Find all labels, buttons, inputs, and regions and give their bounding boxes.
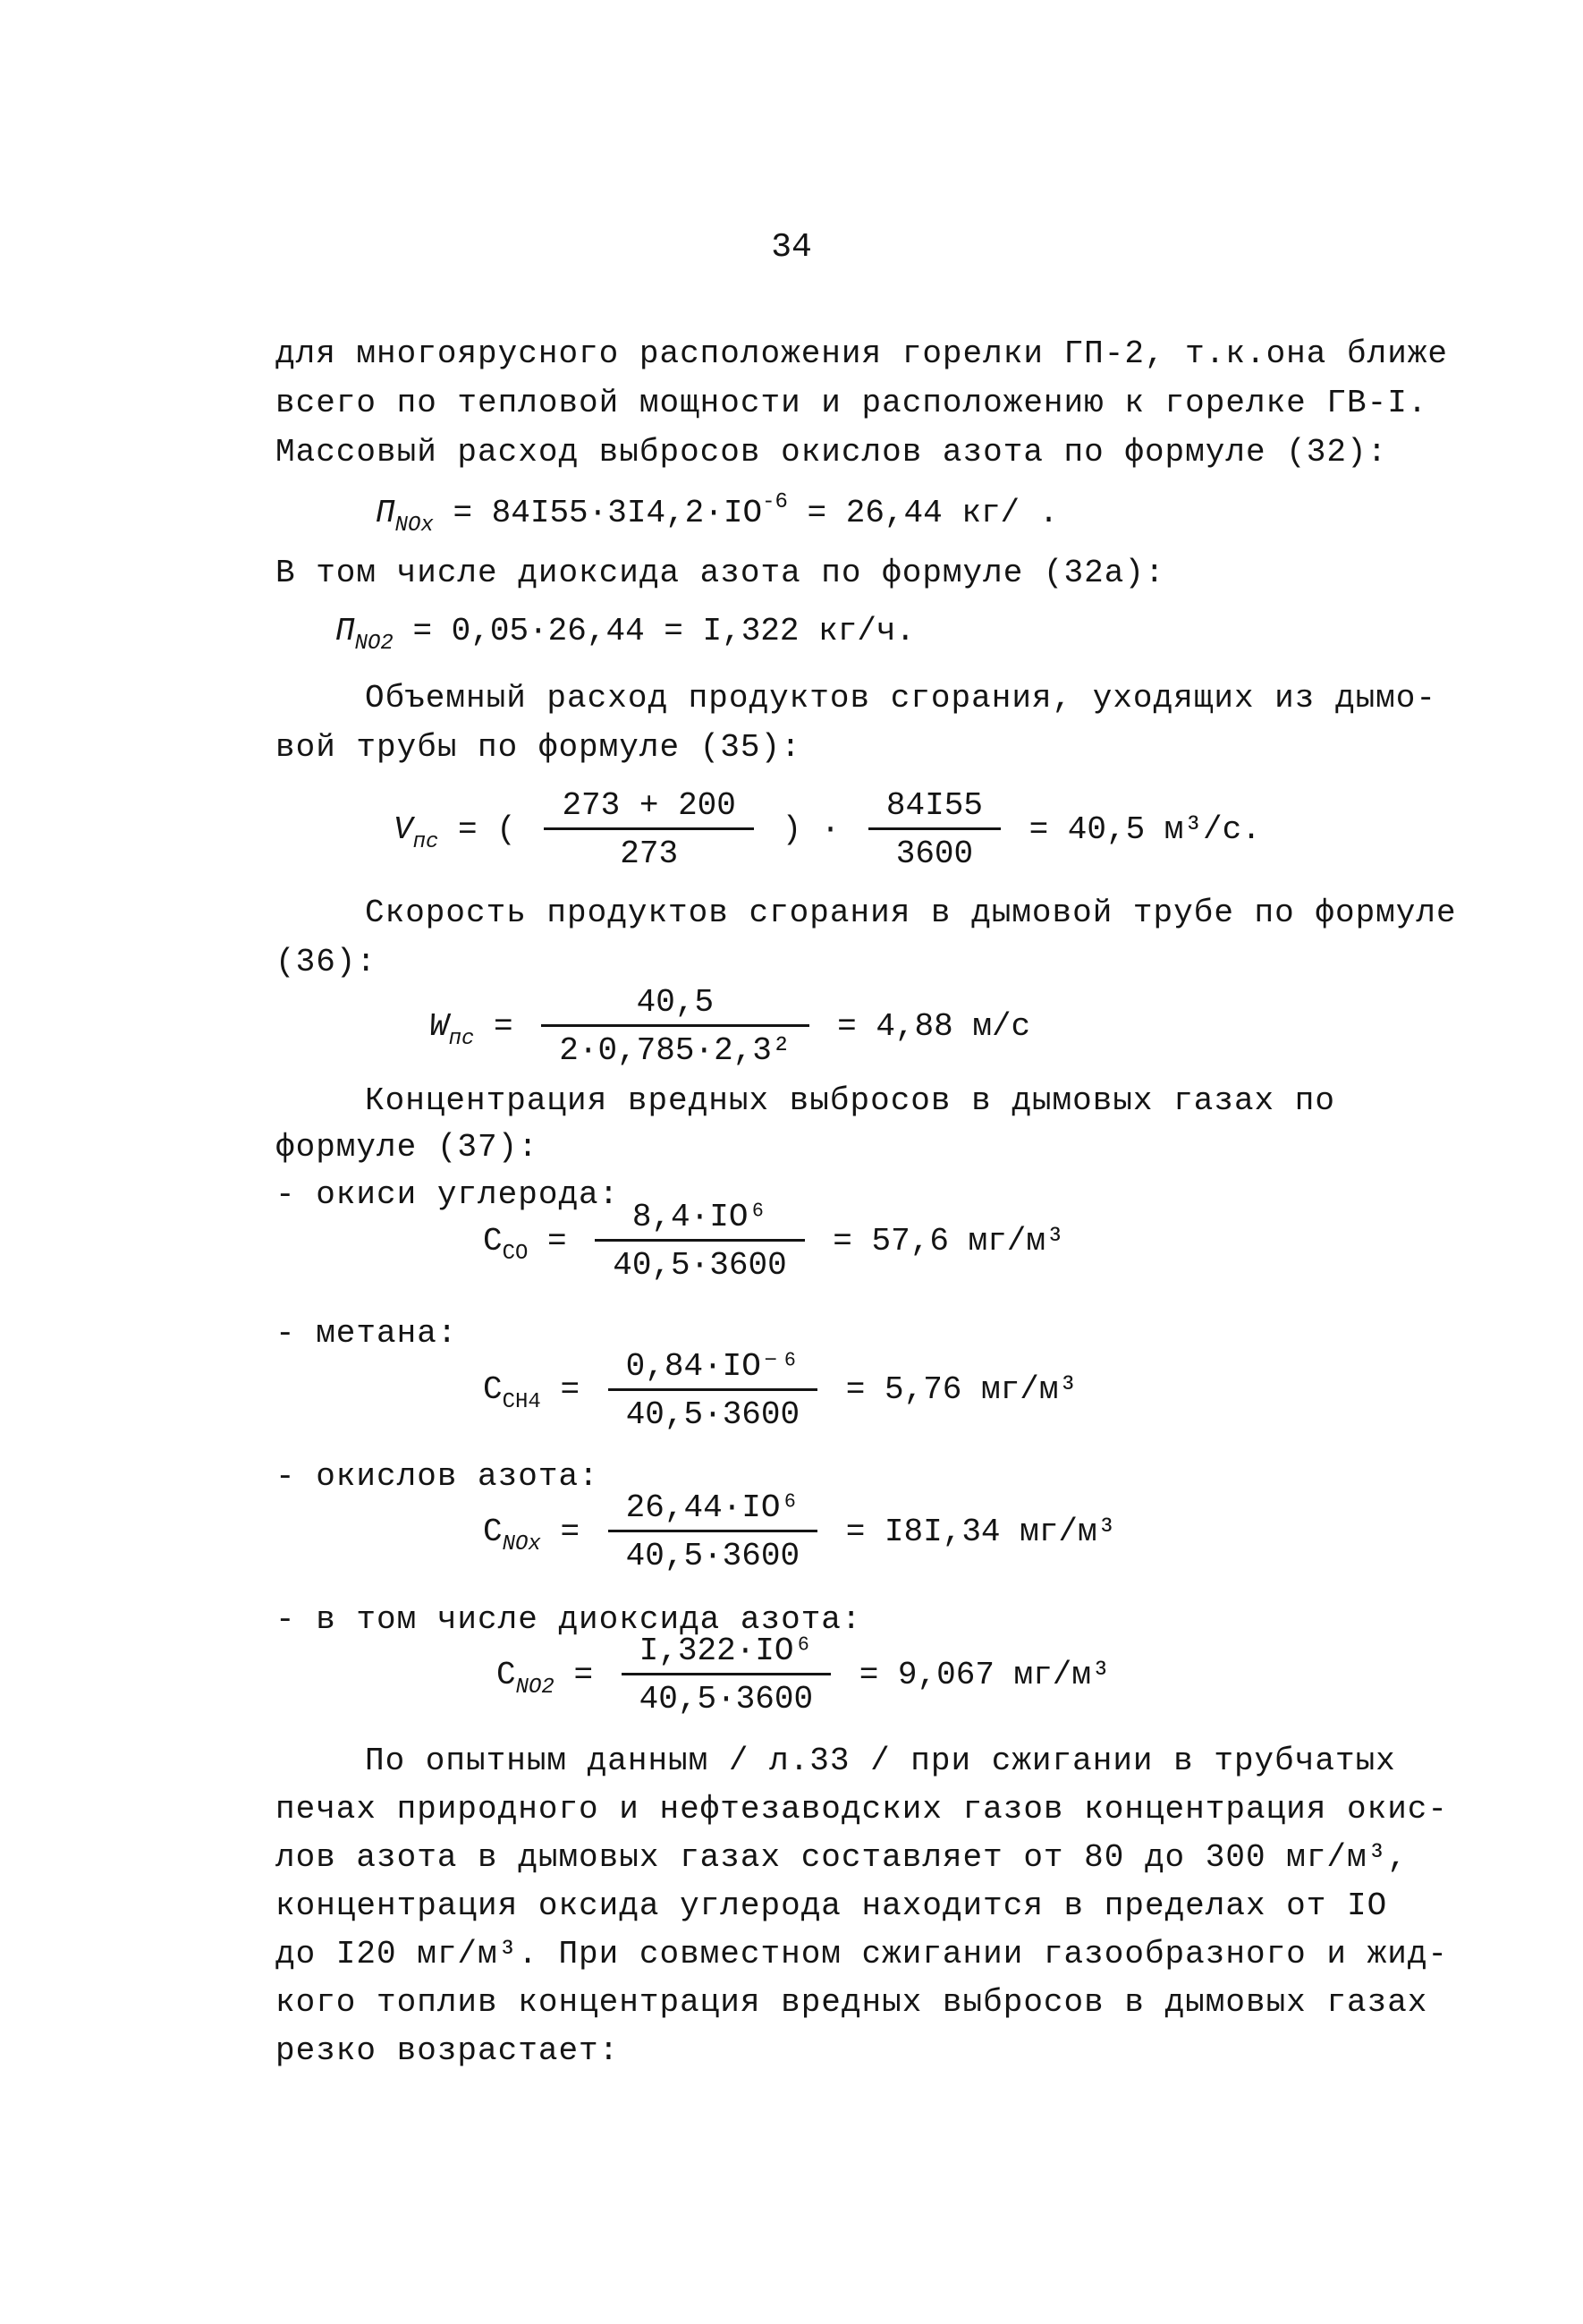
list-item-label: - окислов азота: [275,1458,599,1495]
formula-equals: = [573,1657,594,1694]
formula-symbol: П [376,495,395,531]
formula-symbol: W [429,1008,449,1046]
text-line: кого топлив концентрация вредных выбросов в дымовых газах [275,1984,1428,2021]
formula-symbol: C [483,1223,503,1260]
fraction-numerator: 40,5 [541,984,808,1027]
formula-nox-concentration [483,1489,1116,1574]
formula-gas-velocity [429,984,1030,1069]
formula-subscript: NOx [502,1532,541,1557]
formula-subscript: NO2 [354,632,394,656]
fraction-numerator: 0,84·IO⁻⁶ [608,1346,818,1391]
formula-equals: = ( [458,811,516,849]
fraction-denominator: 40,5·3600 [613,1247,787,1284]
fraction [622,1633,831,1718]
formula-symbol: C [483,1514,503,1551]
text-line: концентрация оксида углерода находится в пределах от IO [275,1887,1388,1924]
fraction [541,984,808,1069]
text-line: для многоярусного расположения горелки ГП-2, т.к.она ближе [275,335,1449,372]
fraction-denominator: 40,5·3600 [639,1681,814,1718]
fraction-numerator: 84I55 [868,787,1001,830]
formula-subscript: пс [448,1027,475,1052]
formula-symbol: П [335,613,355,649]
formula-ch4-concentration [483,1346,1078,1433]
fraction-denominator: 40,5·3600 [625,1396,800,1433]
fraction-numerator: 8,4·IO⁶ [595,1199,804,1242]
fraction-denominator: 40,5·3600 [625,1538,800,1574]
formula-no2-concentration [496,1633,1111,1718]
formula-result: = 9,067 мг/м³ [859,1657,1111,1694]
text-line: В том числе диоксида азота по формуле (32а): [275,555,1165,591]
text-line: до I20 мг/м³. При совместном сжигании газообразного и жид- [275,1936,1449,1972]
page-number: 34 [771,228,812,267]
formula-result: = 4,88 м/с [837,1008,1031,1046]
list-item-label: - метана: [275,1315,458,1352]
text-line: вой трубы по формуле (35): [275,729,801,766]
formula-equals: = [547,1223,567,1260]
fraction-denominator: 273 [620,835,679,872]
formula-result: = 57,6 мг/м³ [833,1223,1065,1260]
text-line: Концентрация вредных выбросов в дымовых газах по [365,1082,1335,1119]
formula-subscript: CH4 [502,1390,541,1415]
fraction-denominator: 2·0,785·2,3² [559,1032,792,1069]
fraction-numerator: I,322·IO⁶ [622,1633,831,1675]
formula-equals: = [560,1371,580,1409]
text-line: Объемный расход продуктов сгорания, уходящих из дымо- [365,680,1436,717]
list-item-label: - в том числе диоксида азота: [275,1601,862,1638]
formula-equals: = [494,1008,513,1046]
formula-symbol: V [394,811,413,849]
formula-subscript: NOx [394,513,434,538]
formula-operator: ) · [782,811,841,849]
fraction [868,787,1001,872]
formula-expression: = 84I55·3I4,2·IO [453,495,763,531]
fraction-denominator: 3600 [895,835,974,872]
formula-co-concentration [483,1199,1065,1284]
formula-subscript: CO [502,1242,529,1267]
formula-volume-flow [394,787,1261,872]
formula-subscript: NO2 [515,1675,554,1701]
fraction [608,1489,817,1574]
text-line: резко возрастает: [275,2032,620,2069]
formula-symbol: C [483,1371,503,1409]
fraction [608,1346,818,1433]
formula-exponent: -6 [762,490,788,514]
fraction [595,1199,804,1284]
formula-symbol: C [496,1657,516,1694]
formula-result: = 5,76 мг/м³ [845,1371,1079,1409]
formula-subscript: пс [412,830,439,855]
formula-result: = I8I,34 мг/м³ [845,1514,1117,1551]
text-line: лов азота в дымовых газах составляет от 80 до 300 мг/м³, [275,1839,1408,1876]
fraction-numerator: 273 + 200 [544,787,753,830]
formula-equals: = [560,1514,580,1551]
text-line: печах природного и нефтезаводских газов концентрация окис- [275,1791,1449,1828]
list-item-label: - окиси углерода: [275,1176,620,1213]
formula-nox-mass [376,490,1058,538]
text-line: Скорость продуктов сгорания в дымовой трубе по формуле [365,895,1457,931]
text-line: По опытным данным / л.33 / при сжигании в трубчатых [365,1743,1396,1779]
text-line: формуле (37): [275,1129,538,1166]
formula-expression: = 0,05·26,44 = I,322 кг/ч. [412,613,916,649]
fraction [544,787,753,872]
formula-result: = 40,5 м³/с. [1029,811,1261,849]
formula-no2-mass [335,613,915,656]
text-line: (36): [275,944,377,980]
text-line: Массовый расход выбросов окислов азота по формуле (32): [275,434,1388,471]
text-line: всего по тепловой мощности и расположению к горелке ГВ-I. [275,385,1428,421]
fraction-numerator: 26,44·IO⁶ [608,1489,817,1532]
formula-result: = 26,44 кг/ . [807,495,1059,531]
